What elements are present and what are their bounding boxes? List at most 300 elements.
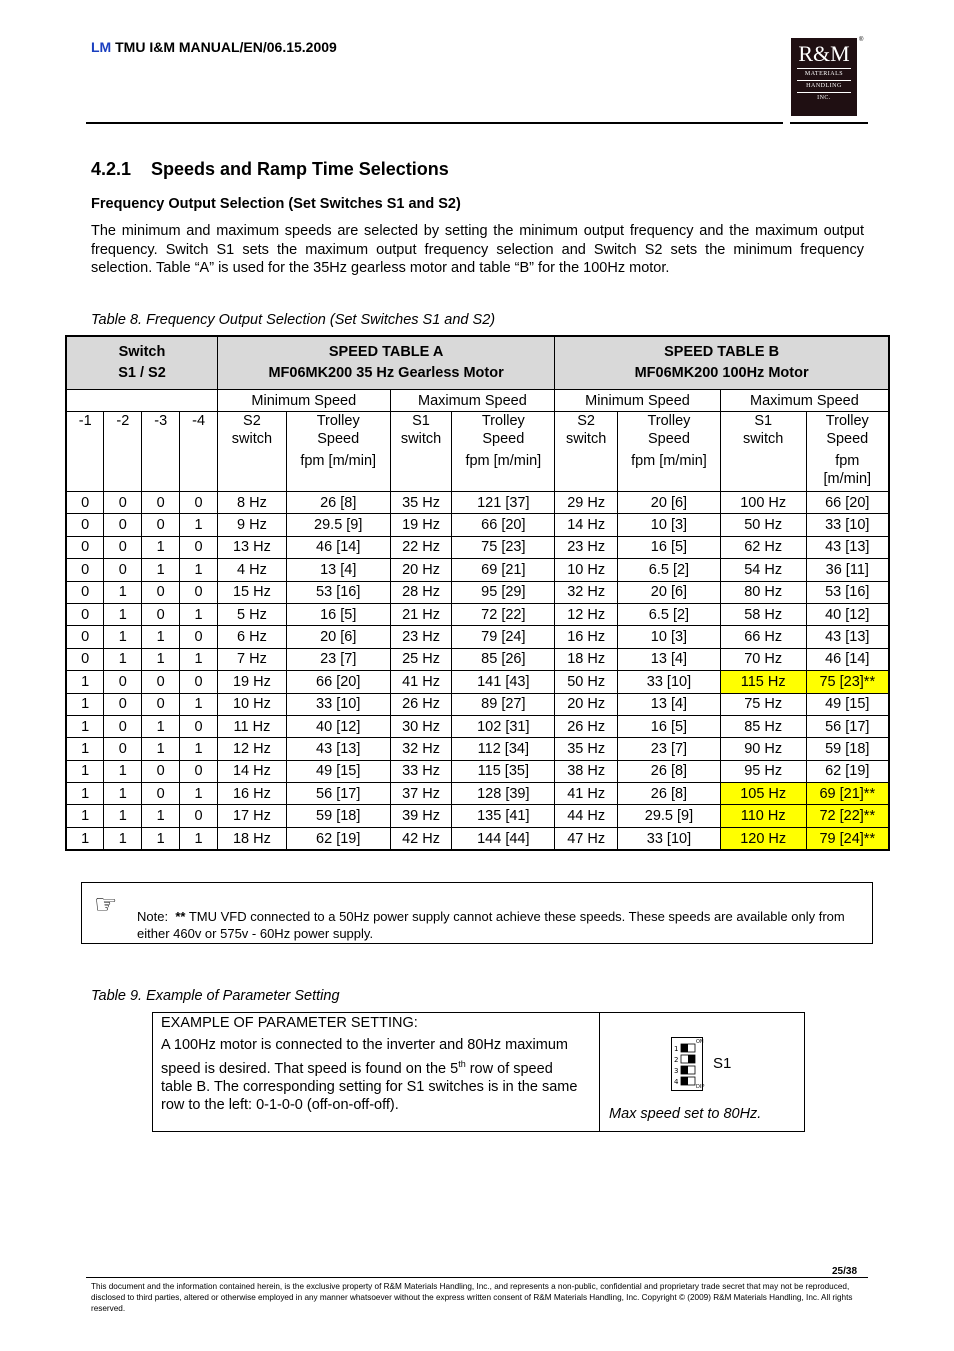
fpm-label: fpm [m/min]	[631, 453, 707, 469]
switch-cell: 0	[142, 693, 180, 715]
trolley-label: Trolley	[481, 413, 525, 429]
value-cell: 15 Hz	[218, 581, 287, 603]
value-cell: 26 [8]	[286, 492, 390, 514]
fpm-label: fpm [m/min]	[300, 453, 377, 469]
b-s2-switch-header	[555, 412, 618, 492]
switch-col-1: -1	[66, 412, 104, 492]
switch-cell: 0	[180, 805, 218, 827]
switch-cell: 0	[66, 603, 104, 625]
logo-line1: MATERIALS	[804, 71, 844, 77]
value-cell: 10 [3]	[618, 626, 721, 648]
value-cell: 75 Hz	[720, 693, 806, 715]
value-cell: 18 Hz	[555, 648, 618, 670]
example-body	[161, 1036, 581, 1115]
switch-cell: 0	[66, 648, 104, 670]
value-cell: 16 Hz	[555, 626, 618, 648]
dip-switch-knob	[688, 1055, 695, 1063]
note-body: TMU VFD connected to a 50Hz power supply cannot achieve these speeds. These speeds are available only from either 460v or 575v - 60Hz power supply.	[137, 909, 845, 941]
value-cell: 38 Hz	[555, 760, 618, 782]
table-row	[66, 715, 889, 737]
switch-cell: 0	[180, 492, 218, 514]
switch-label: switch	[231, 431, 273, 447]
m-min-label: [m/min]	[823, 471, 872, 487]
dip-switch-label: S1	[713, 1055, 732, 1072]
value-cell: 20 [6]	[286, 626, 390, 648]
switch-cell: 0	[180, 671, 218, 693]
switch-cell: 0	[104, 671, 142, 693]
b-max-speed-header: Maximum Speed	[720, 390, 889, 412]
value-cell: 29.5 [9]	[618, 805, 721, 827]
value-cell: 12 Hz	[218, 738, 287, 760]
value-cell: 50 Hz	[720, 514, 806, 536]
value-cell: 26 Hz	[390, 693, 452, 715]
switch-label: switch	[565, 431, 607, 447]
fpm-unit-label: fpm	[835, 453, 860, 469]
example-body-b: row of speed table B. The corresponding setting for S1 switches is in the same row to the left: 0-1-0-0 (off-on-off-off).	[161, 1060, 578, 1114]
value-cell: 16 [5]	[286, 603, 390, 625]
value-cell: 62 [19]	[286, 827, 390, 850]
switch-cell: 1	[66, 693, 104, 715]
value-cell: 53 [16]	[286, 581, 390, 603]
switch-cell: 1	[142, 648, 180, 670]
switch-cell: 0	[66, 514, 104, 536]
value-cell: 70 Hz	[720, 648, 806, 670]
table-b-title: SPEED TABLE B	[664, 343, 780, 360]
switch-cell: 1	[104, 760, 142, 782]
value-cell: 49 [15]	[286, 760, 390, 782]
value-cell: 79 [24]	[452, 626, 555, 648]
switch-cell: 1	[66, 783, 104, 805]
value-cell: 26 [8]	[618, 783, 721, 805]
fpm-label: fpm [m/min]	[465, 453, 542, 469]
value-cell: 23 Hz	[555, 536, 618, 558]
section-number: 4.2.1	[91, 159, 132, 179]
value-cell: 69 [21]**	[806, 783, 889, 805]
value-cell: 144 [44]	[452, 827, 555, 850]
switch-cell: 0	[104, 514, 142, 536]
company-logo	[791, 38, 857, 116]
value-cell: 115 Hz	[720, 671, 806, 693]
switch-cell: 1	[180, 783, 218, 805]
value-cell: 26 [8]	[618, 760, 721, 782]
value-cell: 11 Hz	[218, 715, 287, 737]
speed-label: Speed	[647, 431, 690, 447]
value-cell: 12 Hz	[555, 603, 618, 625]
dip-switch-knob	[681, 1044, 688, 1052]
switch-blank-cell	[66, 390, 218, 412]
value-cell: 66 Hz	[720, 626, 806, 648]
value-cell: 50 Hz	[555, 671, 618, 693]
value-cell: 32 Hz	[390, 738, 452, 760]
value-cell: 33 [10]	[618, 671, 721, 693]
parameter-example-table	[152, 1012, 805, 1132]
value-cell: 14 Hz	[555, 514, 618, 536]
value-cell: 21 Hz	[390, 603, 452, 625]
switch-cell: 0	[180, 626, 218, 648]
logo-line2: HANDLING	[806, 83, 842, 89]
value-cell: 62 [19]	[806, 760, 889, 782]
value-cell: 22 Hz	[390, 536, 452, 558]
switch-cell: 0	[142, 783, 180, 805]
switch-cell: 1	[104, 805, 142, 827]
switch-header-1: Switch	[118, 343, 166, 360]
example-body-sup: th	[458, 1058, 466, 1069]
switch-cell: 0	[66, 626, 104, 648]
value-cell: 128 [39]	[452, 783, 555, 805]
value-cell: 39 Hz	[390, 805, 452, 827]
value-cell: 46 [14]	[286, 536, 390, 558]
intro-paragraph: The minimum and maximum speeds are selected by setting the minimum output frequency and the maximum output frequency. Switch S1 sets the maximum output frequency selection and Switch S2 sets the minimum frequency selection. Table “A” is used for the 35Hz gearless motor and table “B” for the 100Hz motor.	[91, 223, 864, 276]
table-row	[66, 805, 889, 827]
switch-col-3: -3	[142, 412, 180, 492]
switch-cell: 1	[104, 648, 142, 670]
value-cell: 59 [18]	[806, 738, 889, 760]
example-description-cell	[153, 1013, 600, 1131]
value-cell: 43 [13]	[806, 626, 889, 648]
table-row	[66, 760, 889, 782]
table-a-title: SPEED TABLE A	[328, 343, 444, 360]
value-cell: 75 [23]**	[806, 671, 889, 693]
b-trolley-max-header	[806, 412, 889, 492]
value-cell: 85 Hz	[720, 715, 806, 737]
b-trolley-min-header	[618, 412, 721, 492]
table-row	[66, 827, 889, 850]
speed-label: Speed	[317, 431, 360, 447]
value-cell: 33 [10]	[286, 693, 390, 715]
value-cell: 95 [29]	[452, 581, 555, 603]
value-cell: 13 [4]	[618, 648, 721, 670]
table-b-subtitle: MF06MK200 100Hz Motor	[634, 365, 809, 381]
table-row	[66, 559, 889, 581]
value-cell: 110 Hz	[720, 805, 806, 827]
table-row	[66, 738, 889, 760]
switch-cell: 1	[142, 738, 180, 760]
speed-table-a-header	[218, 336, 555, 390]
value-cell: 6.5 [2]	[618, 559, 721, 581]
value-cell: 79 [24]**	[806, 827, 889, 850]
value-cell: 41 Hz	[390, 671, 452, 693]
dip-switch-svg	[672, 1038, 705, 1090]
section-title-text: Speeds and Ramp Time Selections	[151, 159, 449, 179]
footer-legal-text: This document and the information contained herein, is the exclusive property of R&M Materials Handling, Inc., and represents a non-public, confidential and proprietary trade secret that may not be reproduced, disclosed to third parties, altered or otherwise employed in any manner whatsoever without the express written consent of R&M Materials Handling, Inc. Copyright © (2009) R&M Materials Handling, Inc. All rights reserved.	[91, 1282, 853, 1313]
value-cell: 69 [21]	[452, 559, 555, 581]
table-row	[66, 693, 889, 715]
value-cell: 13 [4]	[286, 559, 390, 581]
switch-cell: 1	[66, 827, 104, 850]
value-cell: 13 [4]	[618, 693, 721, 715]
value-cell: 56 [17]	[806, 715, 889, 737]
table-row	[66, 783, 889, 805]
value-cell: 75 [23]	[452, 536, 555, 558]
value-cell: 26 Hz	[555, 715, 618, 737]
table-row	[66, 671, 889, 693]
value-cell: 6.5 [2]	[618, 603, 721, 625]
table-row	[66, 514, 889, 536]
switch-cell: 0	[180, 715, 218, 737]
switch-cell: 0	[66, 536, 104, 558]
value-cell: 102 [31]	[452, 715, 555, 737]
switch-cell: 1	[142, 827, 180, 850]
value-cell: 56 [17]	[286, 783, 390, 805]
dip-switch-diagram	[671, 1037, 703, 1091]
value-cell: 20 [6]	[618, 492, 721, 514]
switch-cell: 1	[104, 603, 142, 625]
logo-line3: INC.	[817, 95, 831, 101]
value-cell: 4 Hz	[218, 559, 287, 581]
switch-cell: 1	[180, 827, 218, 850]
switch-cell: 0	[66, 559, 104, 581]
value-cell: 16 [5]	[618, 536, 721, 558]
switch-cell: 0	[142, 492, 180, 514]
dip-position-label: 1	[674, 1045, 679, 1053]
registered-mark: ®	[859, 37, 864, 43]
value-cell: 95 Hz	[720, 760, 806, 782]
switch-cell: 0	[66, 492, 104, 514]
s1-label: S1	[412, 413, 430, 429]
footer-rule	[86, 1277, 868, 1278]
value-cell: 19 Hz	[390, 514, 452, 536]
dip-on-label: ON	[696, 1039, 704, 1045]
switch-cell: 1	[66, 738, 104, 760]
switch-cell: 1	[104, 626, 142, 648]
value-cell: 6 Hz	[218, 626, 287, 648]
value-cell: 35 Hz	[555, 738, 618, 760]
trolley-label: Trolley	[316, 413, 360, 429]
switch-header-2: S1 / S2	[118, 365, 166, 381]
value-cell: 9 Hz	[218, 514, 287, 536]
section-title	[91, 159, 449, 180]
value-cell: 23 [7]	[286, 648, 390, 670]
value-cell: 37 Hz	[390, 783, 452, 805]
value-cell: 53 [16]	[806, 581, 889, 603]
value-cell: 20 [6]	[618, 581, 721, 603]
value-cell: 7 Hz	[218, 648, 287, 670]
dip-position-label: 3	[674, 1067, 679, 1075]
value-cell: 32 Hz	[555, 581, 618, 603]
switch-cell: 1	[66, 760, 104, 782]
switch-cell: 1	[180, 693, 218, 715]
switch-cell: 0	[104, 559, 142, 581]
value-cell: 49 [15]	[806, 693, 889, 715]
switch-col-4: -4	[180, 412, 218, 492]
value-cell: 90 Hz	[720, 738, 806, 760]
value-cell: 10 Hz	[218, 693, 287, 715]
value-cell: 29.5 [9]	[286, 514, 390, 536]
table8-body	[66, 492, 889, 851]
b-s1-switch-header	[720, 412, 806, 492]
trolley-label: Trolley	[825, 413, 869, 429]
trolley-label: Trolley	[647, 413, 691, 429]
hand-pointer-icon: ☞	[94, 889, 118, 919]
value-cell: 14 Hz	[218, 760, 287, 782]
switch-cell: 0	[142, 514, 180, 536]
value-cell: 18 Hz	[218, 827, 287, 850]
switch-cell: 1	[180, 648, 218, 670]
value-cell: 47 Hz	[555, 827, 618, 850]
switch-cell: 0	[180, 536, 218, 558]
value-cell: 20 Hz	[390, 559, 452, 581]
a-s2-switch-header	[218, 412, 287, 492]
switch-cell: 1	[142, 626, 180, 648]
value-cell: 115 [35]	[452, 760, 555, 782]
dip-position-label: 4	[674, 1078, 679, 1086]
switch-cell: 0	[180, 581, 218, 603]
a-trolley-max-header	[452, 412, 555, 492]
switch-cell: 0	[180, 760, 218, 782]
value-cell: 40 [12]	[806, 603, 889, 625]
speed-label: Speed	[826, 431, 869, 447]
value-cell: 62 Hz	[720, 536, 806, 558]
table-row	[66, 648, 889, 670]
note-stars: **	[175, 909, 186, 924]
value-cell: 100 Hz	[720, 492, 806, 514]
dip-label: DIP	[696, 1084, 705, 1090]
value-cell: 89 [27]	[452, 693, 555, 715]
value-cell: 58 Hz	[720, 603, 806, 625]
switch-cell: 1	[104, 827, 142, 850]
value-cell: 33 Hz	[390, 760, 452, 782]
table-a-subtitle: MF06MK200 35 Hz Gearless Motor	[268, 365, 504, 381]
switch-label: switch	[400, 431, 442, 447]
switch-cell: 0	[104, 536, 142, 558]
dip-switch-knob	[681, 1066, 688, 1074]
a-max-speed-header: Maximum Speed	[390, 390, 555, 412]
value-cell: 13 Hz	[218, 536, 287, 558]
switch-cell: 1	[66, 671, 104, 693]
value-cell: 44 Hz	[555, 805, 618, 827]
b-min-speed-header: Minimum Speed	[555, 390, 721, 412]
header-lm: LM	[91, 39, 112, 55]
logo-main: R&M	[798, 41, 850, 66]
value-cell: 43 [13]	[806, 536, 889, 558]
value-cell: 72 [22]**	[806, 805, 889, 827]
value-cell: 141 [43]	[452, 671, 555, 693]
value-cell: 29 Hz	[555, 492, 618, 514]
value-cell: 85 [26]	[452, 648, 555, 670]
switch-cell: 0	[104, 715, 142, 737]
value-cell: 8 Hz	[218, 492, 287, 514]
value-cell: 5 Hz	[218, 603, 287, 625]
switch-cell: 0	[104, 738, 142, 760]
value-cell: 66 [20]	[806, 492, 889, 514]
table-row	[66, 626, 889, 648]
value-cell: 35 Hz	[390, 492, 452, 514]
header-title: TMU I&M MANUAL/EN/06.15.2009	[115, 39, 337, 55]
frequency-selection-table	[65, 335, 890, 851]
switch-cell: 1	[180, 603, 218, 625]
value-cell: 23 [7]	[618, 738, 721, 760]
switch-cell: 0	[142, 671, 180, 693]
value-cell: 54 Hz	[720, 559, 806, 581]
switch-cell: 1	[104, 783, 142, 805]
speed-label: Speed	[482, 431, 525, 447]
switch-cell: 0	[104, 492, 142, 514]
switch-label: switch	[743, 431, 784, 447]
value-cell: 30 Hz	[390, 715, 452, 737]
switch-cell: 1	[180, 514, 218, 536]
switch-cell: 1	[142, 536, 180, 558]
value-cell: 10 Hz	[555, 559, 618, 581]
value-cell: 112 [34]	[452, 738, 555, 760]
note-text	[137, 908, 867, 942]
value-cell: 16 Hz	[218, 783, 287, 805]
switch-cell: 0	[142, 603, 180, 625]
document-header	[91, 39, 337, 55]
example-body-a: A 100Hz motor is connected to the inverter and 80Hz maximum speed is desired. That speed is found on the 5	[161, 1037, 568, 1077]
value-cell: 120 Hz	[720, 827, 806, 850]
table-row	[66, 536, 889, 558]
value-cell: 66 [20]	[452, 514, 555, 536]
value-cell: 33 [10]	[806, 514, 889, 536]
switch-cell: 1	[180, 738, 218, 760]
switch-cell: 0	[142, 760, 180, 782]
switch-cell: 1	[104, 581, 142, 603]
switch-cell: 1	[66, 805, 104, 827]
s1-label: S1	[754, 413, 773, 429]
table-row	[66, 603, 889, 625]
switch-cell: 1	[142, 805, 180, 827]
table9-caption: Table 9. Example of Parameter Setting	[91, 988, 340, 1004]
speed-table-b-header	[555, 336, 889, 390]
value-cell: 20 Hz	[555, 693, 618, 715]
value-cell: 135 [41]	[452, 805, 555, 827]
table-row	[66, 492, 889, 514]
switch-cell: 1	[142, 559, 180, 581]
switch-cell: 0	[66, 581, 104, 603]
note-box	[81, 882, 873, 944]
dip-position-label: 2	[674, 1056, 679, 1064]
page-number: 25/38	[832, 1266, 858, 1277]
example-result: Max speed set to 80Hz.	[609, 1106, 762, 1122]
table8-caption: Table 8. Frequency Output Selection (Set Switches S1 and S2)	[91, 312, 496, 328]
value-cell: 59 [18]	[286, 805, 390, 827]
switch-header	[66, 336, 218, 390]
value-cell: 43 [13]	[286, 738, 390, 760]
value-cell: 25 Hz	[390, 648, 452, 670]
value-cell: 17 Hz	[218, 805, 287, 827]
s2-label: S2	[243, 413, 261, 429]
value-cell: 36 [11]	[806, 559, 889, 581]
value-cell: 80 Hz	[720, 581, 806, 603]
a-min-speed-header: Minimum Speed	[218, 390, 391, 412]
note-label: Note:	[137, 909, 169, 924]
value-cell: 42 Hz	[390, 827, 452, 850]
value-cell: 23 Hz	[390, 626, 452, 648]
switch-cell: 0	[142, 581, 180, 603]
value-cell: 41 Hz	[555, 783, 618, 805]
value-cell: 19 Hz	[218, 671, 287, 693]
switch-cell: 1	[180, 559, 218, 581]
value-cell: 66 [20]	[286, 671, 390, 693]
example-heading: EXAMPLE OF PARAMETER SETTING:	[161, 1015, 418, 1031]
value-cell: 121 [37]	[452, 492, 555, 514]
value-cell: 10 [3]	[618, 514, 721, 536]
s2-label: S2	[577, 413, 595, 429]
switch-cell: 1	[142, 715, 180, 737]
table-row	[66, 581, 889, 603]
dip-switch-knob	[681, 1077, 688, 1085]
switch-cell: 1	[66, 715, 104, 737]
value-cell: 16 [5]	[618, 715, 721, 737]
value-cell: 33 [10]	[618, 827, 721, 850]
switch-col-2: -2	[104, 412, 142, 492]
switch-cell: 0	[104, 693, 142, 715]
value-cell: 40 [12]	[286, 715, 390, 737]
header-rule	[86, 122, 783, 124]
subsection-title: Frequency Output Selection (Set Switches S1 and S2)	[91, 196, 461, 212]
value-cell: 72 [22]	[452, 603, 555, 625]
value-cell: 105 Hz	[720, 783, 806, 805]
